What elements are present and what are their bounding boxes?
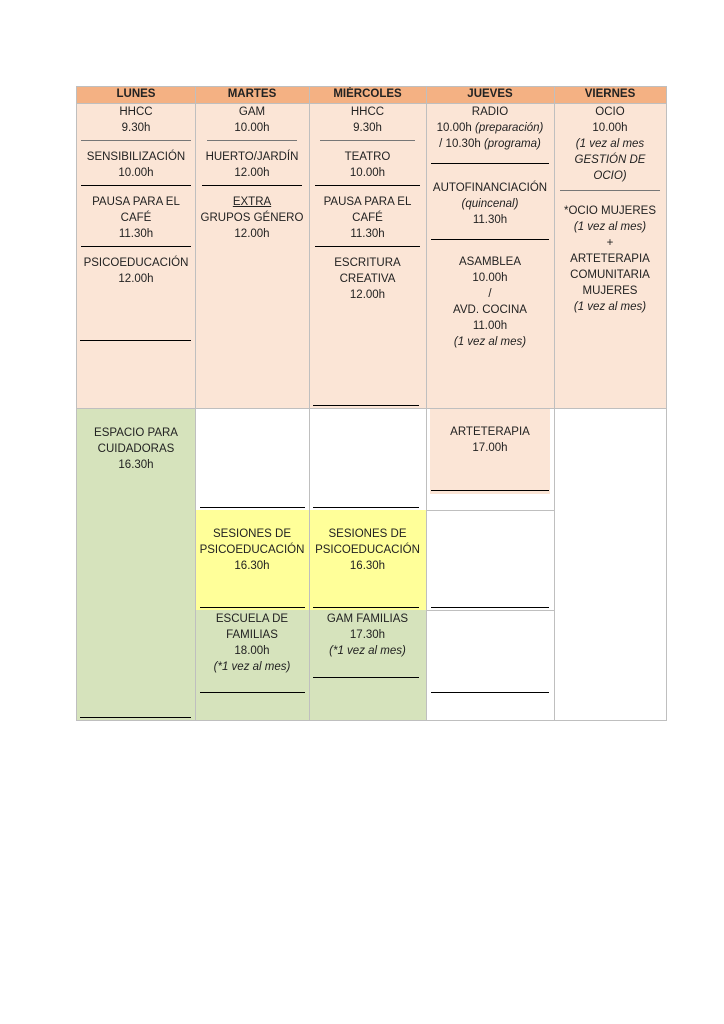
activity-title: SESIONES DE: [213, 528, 291, 540]
table-border: [426, 510, 554, 511]
activity-note: (1 vez al mes): [573, 301, 647, 313]
activity-note: OCIO): [593, 170, 627, 182]
table-border: [76, 86, 667, 87]
activity-title: TEATRO: [344, 151, 391, 163]
afternoon-miercoles-psico-cell: [309, 510, 426, 610]
separator: [320, 140, 415, 141]
activity-time: 11.30h: [350, 228, 385, 240]
activity-time: 17.00h: [472, 442, 508, 454]
morning-lunes-cell: [77, 103, 195, 408]
separator: [431, 607, 549, 608]
activity-title: PAUSA PARA EL: [323, 196, 412, 208]
activity-time: 16.30h: [234, 560, 270, 572]
activity-title: PSICOEDUCACIÓN: [199, 544, 305, 556]
activity-time: 10.00h: [118, 167, 154, 179]
activity-title: MUJERES: [582, 285, 638, 297]
activity-time: 11.30h: [118, 228, 154, 240]
activity-time: 17.30h: [349, 629, 386, 641]
table-border: [76, 408, 667, 409]
separator: [80, 340, 191, 341]
activity-title: *OCIO MUJERES: [563, 205, 656, 217]
activity-title: HHCC: [350, 106, 385, 118]
activity-title: RADIO: [471, 106, 509, 118]
morning-martes-cell: [195, 103, 309, 408]
activity-note: (*1 vez al mes): [213, 661, 291, 673]
separator: [313, 607, 419, 608]
activity-title: CAFÉ: [120, 212, 152, 224]
header-martes: MARTES: [195, 86, 309, 103]
separator: [431, 163, 549, 164]
activity-time: 9.30h: [121, 122, 151, 134]
activity-time: 12.00h: [349, 289, 386, 301]
activity-time: / 10.30h (programa): [439, 138, 541, 150]
separator: [313, 677, 419, 678]
afternoon-martes-empty: [195, 408, 309, 510]
activity-title: GAM FAMILIAS: [326, 613, 409, 625]
afternoon-miercoles-gam-cell: [309, 610, 426, 720]
afternoon-miercoles-empty: [309, 408, 426, 510]
afternoon-jueves-cell: [426, 408, 554, 510]
morning-miercoles-cell: [309, 103, 426, 408]
separator: [200, 692, 305, 693]
activity-title: ESPACIO PARA: [94, 427, 178, 439]
activity-title: HUERTO/JARDÍN: [205, 151, 299, 163]
header-viernes: VIERNES: [554, 86, 666, 103]
activity-title: GRUPOS GÉNERO: [200, 212, 304, 224]
separator: [431, 692, 549, 693]
activity-title: SENSIBILIZACIÓN: [86, 151, 186, 163]
table-border: [195, 86, 196, 720]
activity-time: 9.30h: [353, 122, 382, 134]
separator: [81, 140, 191, 141]
separator: [431, 490, 549, 491]
activity-title: ARTETERAPIA: [450, 426, 530, 438]
table-border: [76, 86, 77, 720]
afternoon-lunes-cell: [77, 408, 195, 720]
header-jueves: JUEVES: [426, 86, 554, 103]
activity-divider-text: /: [488, 288, 492, 300]
activity-title: GAM: [238, 106, 266, 118]
separator: [81, 246, 191, 247]
separator: [560, 190, 660, 191]
table-border: [554, 86, 555, 720]
activity-note: (quincenal): [461, 198, 519, 210]
table-border: [666, 86, 667, 720]
separator: [313, 507, 419, 508]
separator: [315, 185, 420, 186]
separator: [313, 405, 419, 406]
activity-time: 10.00h: [472, 272, 508, 284]
activity-time: 10.00h: [234, 122, 270, 134]
activity-time: 10.00h (preparación): [436, 122, 544, 134]
activity-title: CUIDADORAS: [97, 443, 175, 455]
table-border: [309, 86, 310, 720]
table-border: [76, 720, 667, 721]
activity-title: FAMILIAS: [226, 629, 278, 641]
activity-title: HHCC: [119, 106, 153, 118]
activity-note: GESTIÓN DE: [574, 154, 646, 166]
activity-title: AUTOFINANCIACIÓN: [432, 182, 548, 194]
activity-note: (1 vez al mes: [575, 138, 645, 150]
activity-time: 11.00h: [472, 320, 508, 332]
activity-title: PAUSA PARA EL: [92, 196, 180, 208]
activity-time: 11.30h: [472, 214, 508, 226]
activity-note: (1 vez al mes): [573, 221, 647, 233]
activity-time: 10.00h: [592, 122, 628, 134]
table-border: [76, 103, 667, 104]
header-miercoles: MIÉRCOLES: [309, 86, 426, 103]
table-border: [426, 86, 427, 720]
header-lunes: LUNES: [77, 86, 195, 103]
activity-title: ESCUELA DE: [215, 613, 289, 625]
activity-title: ESCRITURA: [334, 257, 401, 269]
separator: [315, 246, 420, 247]
table-border: [426, 610, 554, 611]
activity-title: PSICOEDUCACIÓN: [83, 257, 189, 269]
separator: [431, 239, 549, 240]
activity-title: SESIONES DE: [328, 528, 407, 540]
separator: [207, 140, 297, 141]
morning-jueves-cell: [426, 103, 554, 408]
separator: [80, 717, 191, 718]
activity-time: 12.00h: [234, 228, 270, 240]
activity-time: 12.00h: [118, 273, 154, 285]
plus-sign: +: [606, 237, 614, 249]
activity-time: 16.30h: [118, 459, 154, 471]
morning-viernes-cell: [554, 103, 666, 408]
separator: [81, 185, 191, 186]
activity-title: COMUNITARIA: [570, 269, 650, 281]
activity-title: OCIO: [595, 106, 625, 118]
separator: [200, 607, 305, 608]
activity-time: 10.00h: [349, 167, 386, 179]
separator: [202, 185, 302, 186]
separator: [200, 507, 305, 508]
activity-note: (*1 vez al mes): [329, 645, 406, 657]
activity-note: (1 vez al mes): [453, 336, 527, 348]
afternoon-martes-escuela-cell: [195, 610, 309, 720]
activity-time: 16.30h: [349, 560, 386, 572]
activity-title: CREATIVA: [339, 273, 396, 285]
activity-title: ARTETERAPIA: [570, 253, 650, 265]
activity-time: 18.00h: [234, 645, 270, 657]
activity-title: AVD. COCINA: [453, 304, 527, 316]
activity-title: PSICOEDUCACIÓN: [315, 544, 420, 556]
activity-title: ASAMBLEA: [459, 256, 521, 268]
activity-title: CAFÉ: [352, 212, 383, 224]
activity-extra-label: EXTRA: [232, 196, 272, 208]
activity-time: 12.00h: [234, 167, 270, 179]
afternoon-martes-psico-cell: [195, 510, 309, 610]
